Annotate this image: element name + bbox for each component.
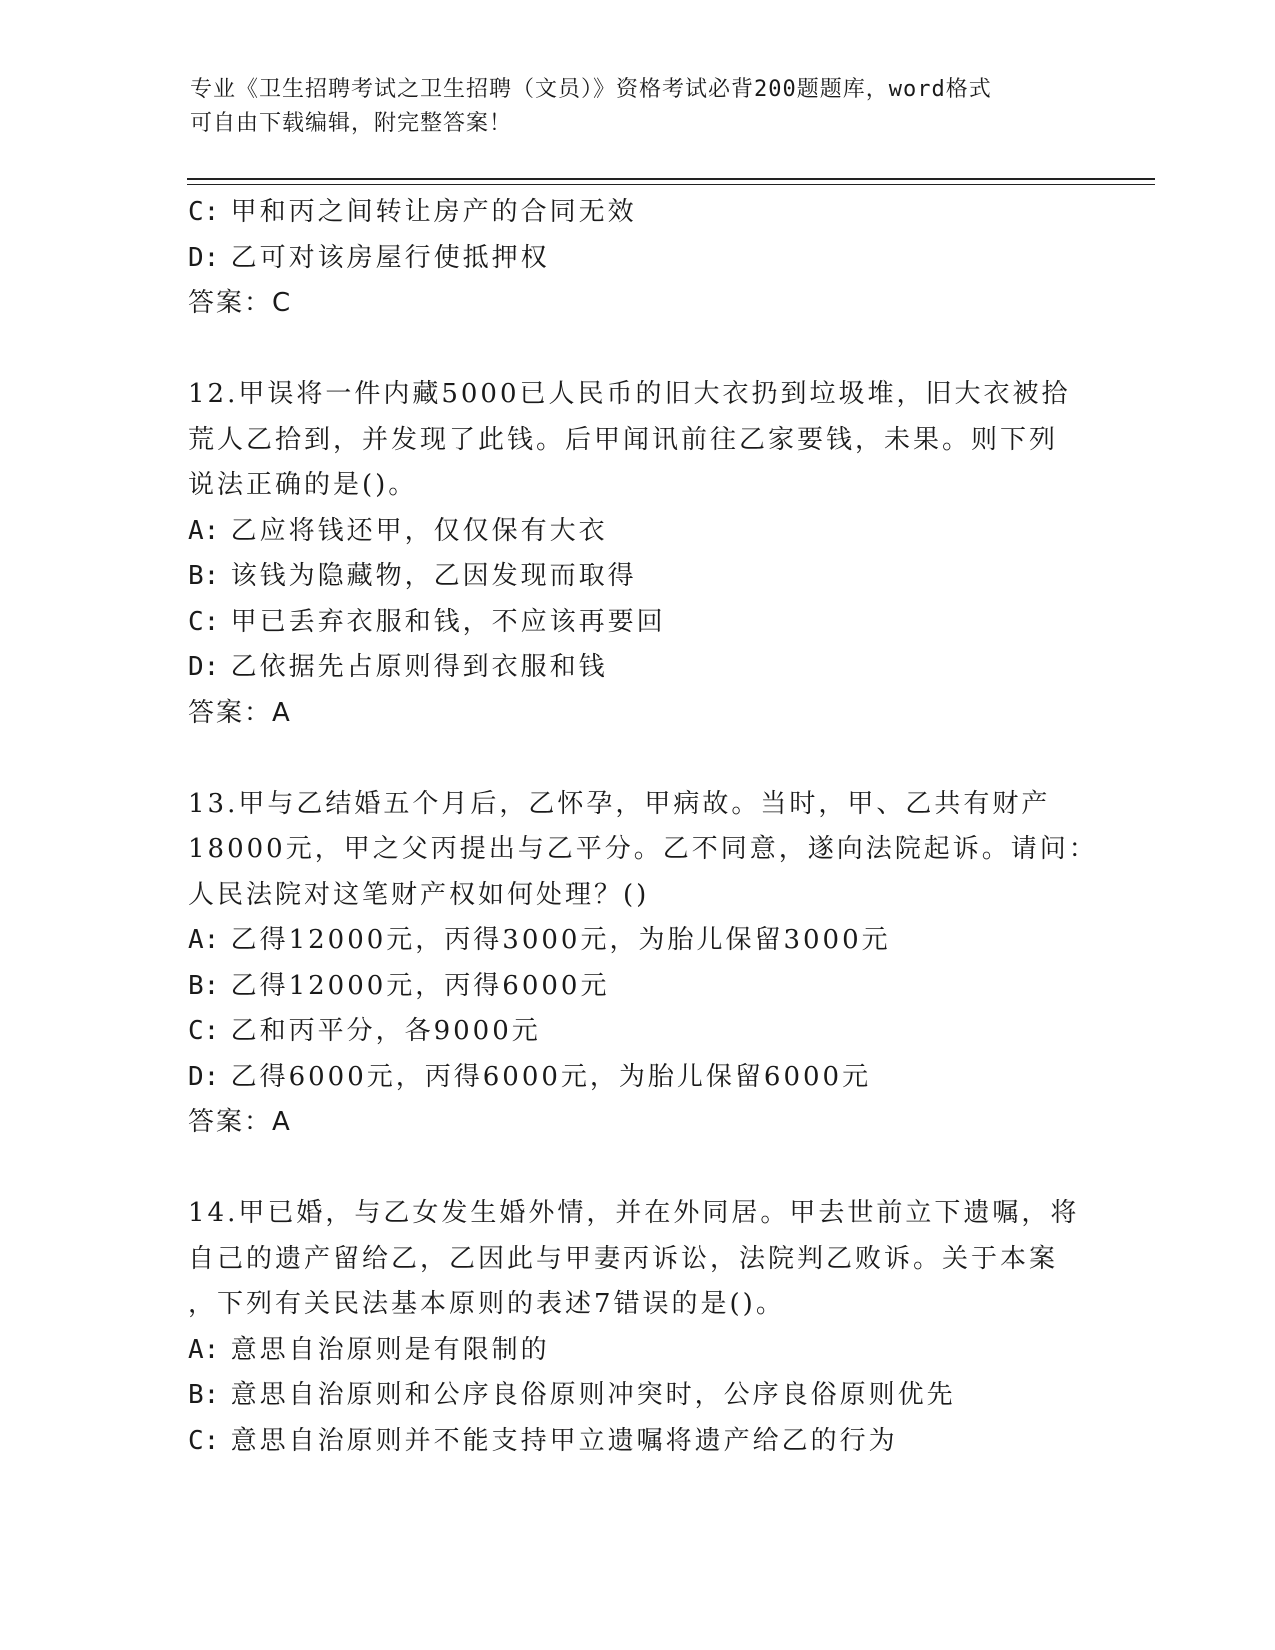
document-header xyxy=(190,73,1070,141)
question-block-13 xyxy=(188,782,1098,1146)
option-key: B: xyxy=(188,1380,220,1410)
option-key: D: xyxy=(188,242,220,273)
option-key: D: xyxy=(188,652,220,682)
question-stem-line: 12.甲误将一件内藏5000已人民币的旧大衣扔到垃圾堆，旧大衣被拾 xyxy=(188,379,1071,409)
option-key: B: xyxy=(188,970,220,1001)
option-text: 乙应将钱还甲，仅仅保有大衣 xyxy=(230,515,608,546)
question-stem-line: 14.甲已婚，与乙女发生婚外情，并在外同居。甲去世前立下遗嘱，将 xyxy=(188,1198,1080,1228)
option-line xyxy=(188,236,1088,282)
option-text: 意思自治原则并不能支持甲立遗嘱将遗产给乙的行为 xyxy=(230,1425,898,1456)
option-line xyxy=(188,645,1088,691)
option-key: A: xyxy=(188,925,220,955)
option-text: 乙得12000元，丙得3000元，为胎儿保留3000元 xyxy=(230,925,891,955)
option-line xyxy=(188,1373,1088,1419)
option-line xyxy=(188,600,1088,646)
question-block-continued xyxy=(188,190,1088,327)
question-block-12 xyxy=(188,372,1088,736)
question-stem-line: 荒人乙拾到，并发现了此钱。后甲闻讯前往乙家要钱，未果。则下列 xyxy=(188,424,1059,455)
spacer xyxy=(188,736,1088,782)
option-key: C: xyxy=(188,1016,220,1046)
answer-line: 答案：A xyxy=(188,697,292,728)
answer-line: 答案：A xyxy=(188,1107,292,1137)
option-text: 该钱为隐藏物，乙因发现而取得 xyxy=(230,561,637,591)
option-key: A: xyxy=(188,1334,220,1365)
option-line xyxy=(188,1009,1088,1055)
question-stem-line: 说法正确的是()。 xyxy=(188,470,418,500)
option-text: 意思自治原则和公序良俗原则冲突时，公序良俗原则优先 xyxy=(230,1380,956,1410)
question-stem-line: 人民法院对这笔财产权如何处理？() xyxy=(188,879,650,910)
option-key: D: xyxy=(188,1061,220,1092)
question-block-14 xyxy=(188,1191,1088,1464)
header-line-1: 专业《卫生招聘考试之卫生招聘（文员）》资格考试必背200题题库，word格式 xyxy=(190,77,992,102)
spacer xyxy=(188,327,1088,373)
option-line xyxy=(188,918,1088,964)
header-divider-thin xyxy=(187,184,1155,185)
option-line xyxy=(188,1419,1088,1465)
document-body xyxy=(188,190,1098,1464)
option-line xyxy=(188,1328,1088,1374)
option-key: C: xyxy=(188,606,220,637)
option-key: C: xyxy=(188,1425,220,1456)
question-stem-line: 18000元，甲之父丙提出与乙平分。乙不同意，遂向法院起诉。请问： xyxy=(188,834,1098,864)
option-text: 乙可对该房屋行使抵押权 xyxy=(230,242,550,273)
spacer xyxy=(188,1146,1088,1192)
option-text: 甲已丢弃衣服和钱，不应该再要回 xyxy=(230,606,666,637)
option-text: 意思自治原则是有限制的 xyxy=(230,1334,550,1365)
option-line xyxy=(188,1055,1088,1101)
option-key: C: xyxy=(188,197,220,227)
option-text: 乙和丙平分，各9000元 xyxy=(230,1016,541,1046)
option-text: 乙得6000元，丙得6000元，为胎儿保留6000元 xyxy=(230,1061,872,1092)
option-text: 乙得12000元，丙得6000元 xyxy=(230,970,610,1001)
option-line xyxy=(188,964,1088,1010)
header-line-2: 可自由下载编辑，附完整答案！ xyxy=(190,111,513,136)
option-line xyxy=(188,190,1088,236)
option-key: A: xyxy=(188,515,220,546)
question-stem-line: 自己的遗产留给乙，乙因此与甲妻丙诉讼，法院判乙败诉。关于本案 xyxy=(188,1243,1059,1274)
option-line xyxy=(188,554,1088,600)
option-text: 乙依据先占原则得到衣服和钱 xyxy=(230,652,608,682)
option-text: 甲和丙之间转让房产的合同无效 xyxy=(230,197,637,227)
question-stem-line: 13.甲与乙结婚五个月后，乙怀孕，甲病故。当时，甲、乙共有财产 xyxy=(188,788,1051,819)
option-key: B: xyxy=(188,561,220,591)
question-stem-line: ，下列有关民法基本原则的表述7错误的是()。 xyxy=(188,1289,785,1319)
option-line xyxy=(188,509,1088,555)
answer-line: 答案：C xyxy=(188,288,293,318)
header-divider-thick xyxy=(187,178,1155,180)
